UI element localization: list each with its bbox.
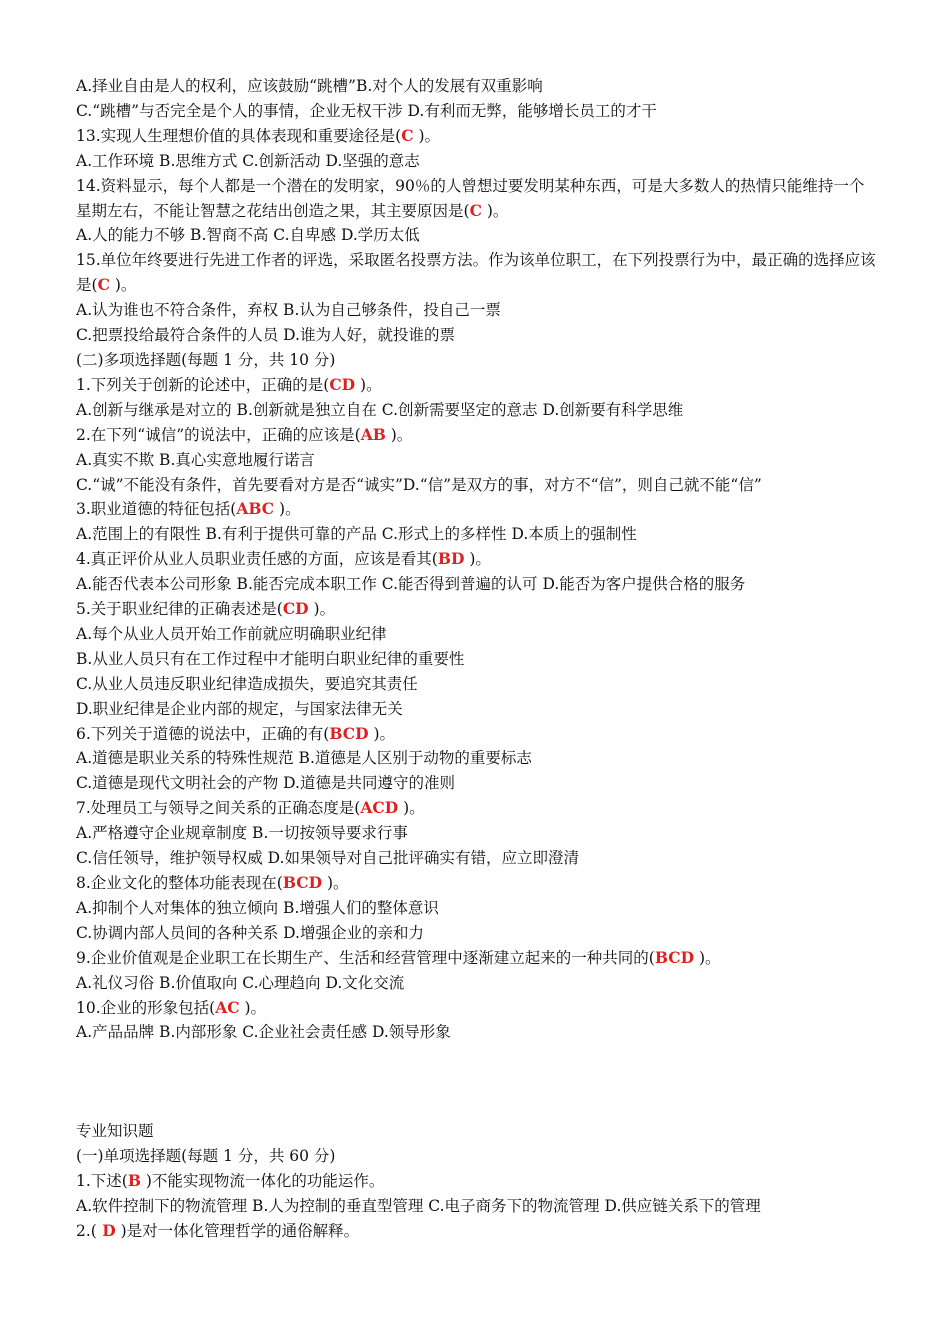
line-text: C.“跳槽”与否完全是个人的事情，企业无权干涉 D.有利而无弊，能够增长员工的才干 xyxy=(76,101,657,120)
line-text: 专业知识题 xyxy=(76,1122,154,1141)
text-line xyxy=(76,746,876,771)
text-line xyxy=(76,1020,876,1045)
question-line xyxy=(76,796,876,821)
text-line xyxy=(76,821,876,846)
question-line xyxy=(76,597,876,622)
line-text: 14.资料显示，每个人都是一个潜在的发明家，90％的人曾想过要发明某种东西，可是大多数人的热情只能维持一个星期左右，不能让智慧之花结出创造之果，其主要原因是( xyxy=(76,176,865,220)
question-line xyxy=(76,124,876,149)
line-text: C.信任领导，维护领导权威 D.如果领导对自己批评确实有错，应立即澄清 xyxy=(76,849,579,868)
text-line xyxy=(76,398,876,423)
line-text: 13.实现人生理想价值的具体表现和重要途径是( xyxy=(76,126,402,145)
line-text-end: )。 xyxy=(355,375,382,394)
text-line xyxy=(76,473,876,498)
line-text: D.职业纪律是企业内部的规定，与国家法律无关 xyxy=(76,699,403,718)
line-text: A.择业自由是人的权利，应该鼓励“跳槽”B.对个人的发展有双重影响 xyxy=(76,77,543,95)
text-line xyxy=(76,522,876,547)
answer-key: CD xyxy=(282,599,309,619)
text-line xyxy=(76,572,876,597)
line-text: A.人的能力不够 B.智商不高 C.自卑感 D.学历太低 xyxy=(76,226,420,245)
line-text-end: )。 xyxy=(481,201,509,220)
line-text-end: )。 xyxy=(694,948,721,967)
text-line xyxy=(76,448,876,473)
line-text: A.道德是职业关系的特殊性规范 B.道德是人区别于动物的重要标志 xyxy=(76,749,532,768)
question-line xyxy=(76,174,876,224)
document-page xyxy=(76,74,876,1244)
line-text-end: )。 xyxy=(274,500,301,519)
ethics-questions-section xyxy=(76,74,876,1045)
line-text: (二)多项选择题(每题 1 分，共 10 分) xyxy=(76,350,336,369)
line-text: 3.职业道德的特征包括( xyxy=(76,500,237,519)
line-text-end: )。 xyxy=(413,126,441,145)
line-text: 5.关于职业纪律的正确表述是( xyxy=(76,600,283,619)
line-text: A.抑制个人对集体的独立倾向 B.增强人们的整体意识 xyxy=(76,898,439,917)
answer-key: C xyxy=(469,200,482,220)
line-text-end: )。 xyxy=(109,276,137,295)
answer-key: AC xyxy=(215,997,240,1017)
line-text: A.产品品牌 B.内部形象 C.企业社会责任感 D.领导形象 xyxy=(76,1023,451,1042)
answer-key: BCD xyxy=(654,947,695,967)
line-text: 1.下列关于创新的论述中，正确的是( xyxy=(76,375,330,394)
line-text: A.软件控制下的物流管理 B.人为控制的垂直型管理 C.电子商务下的物流管理 D.供应链关系下的管理 xyxy=(76,1197,761,1216)
question-line xyxy=(76,871,876,896)
line-text: C.从业人员违反职业纪律造成损失，要追究其责任 xyxy=(76,674,418,693)
answer-key: CD xyxy=(329,374,356,394)
line-text-end: )。 xyxy=(464,550,491,569)
professional-knowledge-section xyxy=(76,1119,876,1244)
text-line xyxy=(76,1194,876,1219)
line-text: A.真实不欺 B.真心实意地履行诺言 xyxy=(76,450,315,469)
text-line xyxy=(76,971,876,996)
question-line xyxy=(76,547,876,572)
line-text: (一)单项选择题(每题 1 分，共 60 分) xyxy=(76,1147,336,1166)
question-line xyxy=(76,996,876,1021)
line-text: 10.企业的形象包括( xyxy=(76,998,216,1017)
line-text: C.把票投给最符合条件的人员 D.谁为人好，就投谁的票 xyxy=(76,326,455,345)
line-text: A.每个从业人员开始工作前就应明确职业纪律 xyxy=(76,624,387,643)
answer-key: ACD xyxy=(360,798,399,818)
text-line xyxy=(76,99,876,124)
answer-key: D xyxy=(96,1220,116,1240)
text-line xyxy=(76,149,876,174)
line-text-end: )。 xyxy=(239,998,267,1017)
line-text: 4.真正评价从业人员职业责任感的方面，应该是看其( xyxy=(76,550,438,569)
text-line xyxy=(76,323,876,348)
question-line xyxy=(76,423,876,448)
answer-key: BCD xyxy=(329,723,369,743)
answer-key: C xyxy=(401,125,414,145)
line-text: 7.处理员工与领导之间关系的正确态度是( xyxy=(76,799,361,818)
line-text-end: )。 xyxy=(322,874,349,892)
line-text: 8.企业文化的整体功能表现在( xyxy=(76,874,283,892)
line-text: A.能否代表本公司形象 B.能否完成本职工作 C.能否得到普遍的认可 D.能否为客户提供合格的服务 xyxy=(76,575,746,594)
line-text: 2.( xyxy=(76,1221,97,1240)
answer-key: C xyxy=(97,275,110,295)
line-text: A.礼仪习俗 B.价值取向 C.心理趋向 D.文化交流 xyxy=(76,973,405,992)
question-line xyxy=(76,722,876,747)
text-line xyxy=(76,348,876,373)
line-text: 9.企业价值观是企业职工在长期生产、生活和经营管理中逐渐建立起来的一种共同的( xyxy=(76,948,655,967)
text-line xyxy=(76,896,876,921)
line-text: 1.下述( xyxy=(76,1172,128,1191)
answer-key: AB xyxy=(360,424,386,444)
line-text-end: )不能实现物流一体化的功能运作。 xyxy=(140,1172,385,1191)
question-line xyxy=(76,1219,876,1244)
line-text: 2.在下列“诚信”的说法中，正确的应该是( xyxy=(76,425,361,444)
line-text-end: )。 xyxy=(368,724,395,743)
line-text: B.从业人员只有在工作过程中才能明白职业纪律的重要性 xyxy=(76,649,465,668)
text-line xyxy=(76,697,876,722)
answer-key: BCD xyxy=(282,873,323,892)
text-line xyxy=(76,1119,876,1144)
question-line xyxy=(76,373,876,398)
line-text: C.协调内部人员间的各种关系 D.增强企业的亲和力 xyxy=(76,923,424,942)
text-line xyxy=(76,846,876,871)
answer-key: ABC xyxy=(236,499,275,519)
question-line xyxy=(76,946,876,971)
question-line xyxy=(76,1169,876,1194)
text-line xyxy=(76,647,876,672)
line-text: A.创新与继承是对立的 B.创新就是独立自在 C.创新需要坚定的意志 D.创新要有科学思维 xyxy=(76,400,684,419)
text-line xyxy=(76,1144,876,1169)
line-text: A.严格遵守企业规章制度 B.一切按领导要求行事 xyxy=(76,824,408,843)
text-line xyxy=(76,921,876,946)
line-text: C.道德是现代文明社会的产物 D.道德是共同遵守的准则 xyxy=(76,774,455,793)
line-text-end: )。 xyxy=(385,425,413,444)
text-line xyxy=(76,771,876,796)
question-line xyxy=(76,248,876,298)
text-line xyxy=(76,74,876,99)
answer-key: BD xyxy=(437,549,465,569)
line-text: A.范围上的有限性 B.有利于提供可靠的产品 C.形式上的多样性 D.本质上的强制性 xyxy=(76,525,637,544)
question-line xyxy=(76,497,876,522)
line-text: 15.单位年终要进行先进工作者的评选，采取匿名投票方法。作为该单位职工，在下列投票行为中，最正确的选择应该是( xyxy=(76,251,876,295)
answer-key: B xyxy=(127,1171,141,1191)
text-line xyxy=(76,223,876,248)
line-text-end: )。 xyxy=(308,600,336,619)
line-text: A.工作环境 B.思维方式 C.创新活动 D.坚强的意志 xyxy=(76,151,420,170)
line-text-end: )是对一体化管理哲学的通俗解释。 xyxy=(115,1221,360,1240)
line-text-end: )。 xyxy=(398,799,425,818)
text-line xyxy=(76,672,876,697)
text-line xyxy=(76,622,876,647)
line-text: C.“诚”不能没有条件，首先要看对方是否“诚实”D.“信”是双方的事，对方不“信”，则自己就不能“信” xyxy=(76,475,762,494)
text-line xyxy=(76,298,876,323)
line-text: 6.下列关于道德的说法中，正确的有( xyxy=(76,724,330,743)
section-spacer xyxy=(76,1045,876,1119)
line-text: A.认为谁也不符合条件，弃权 B.认为自己够条件，投自己一票 xyxy=(76,301,501,320)
